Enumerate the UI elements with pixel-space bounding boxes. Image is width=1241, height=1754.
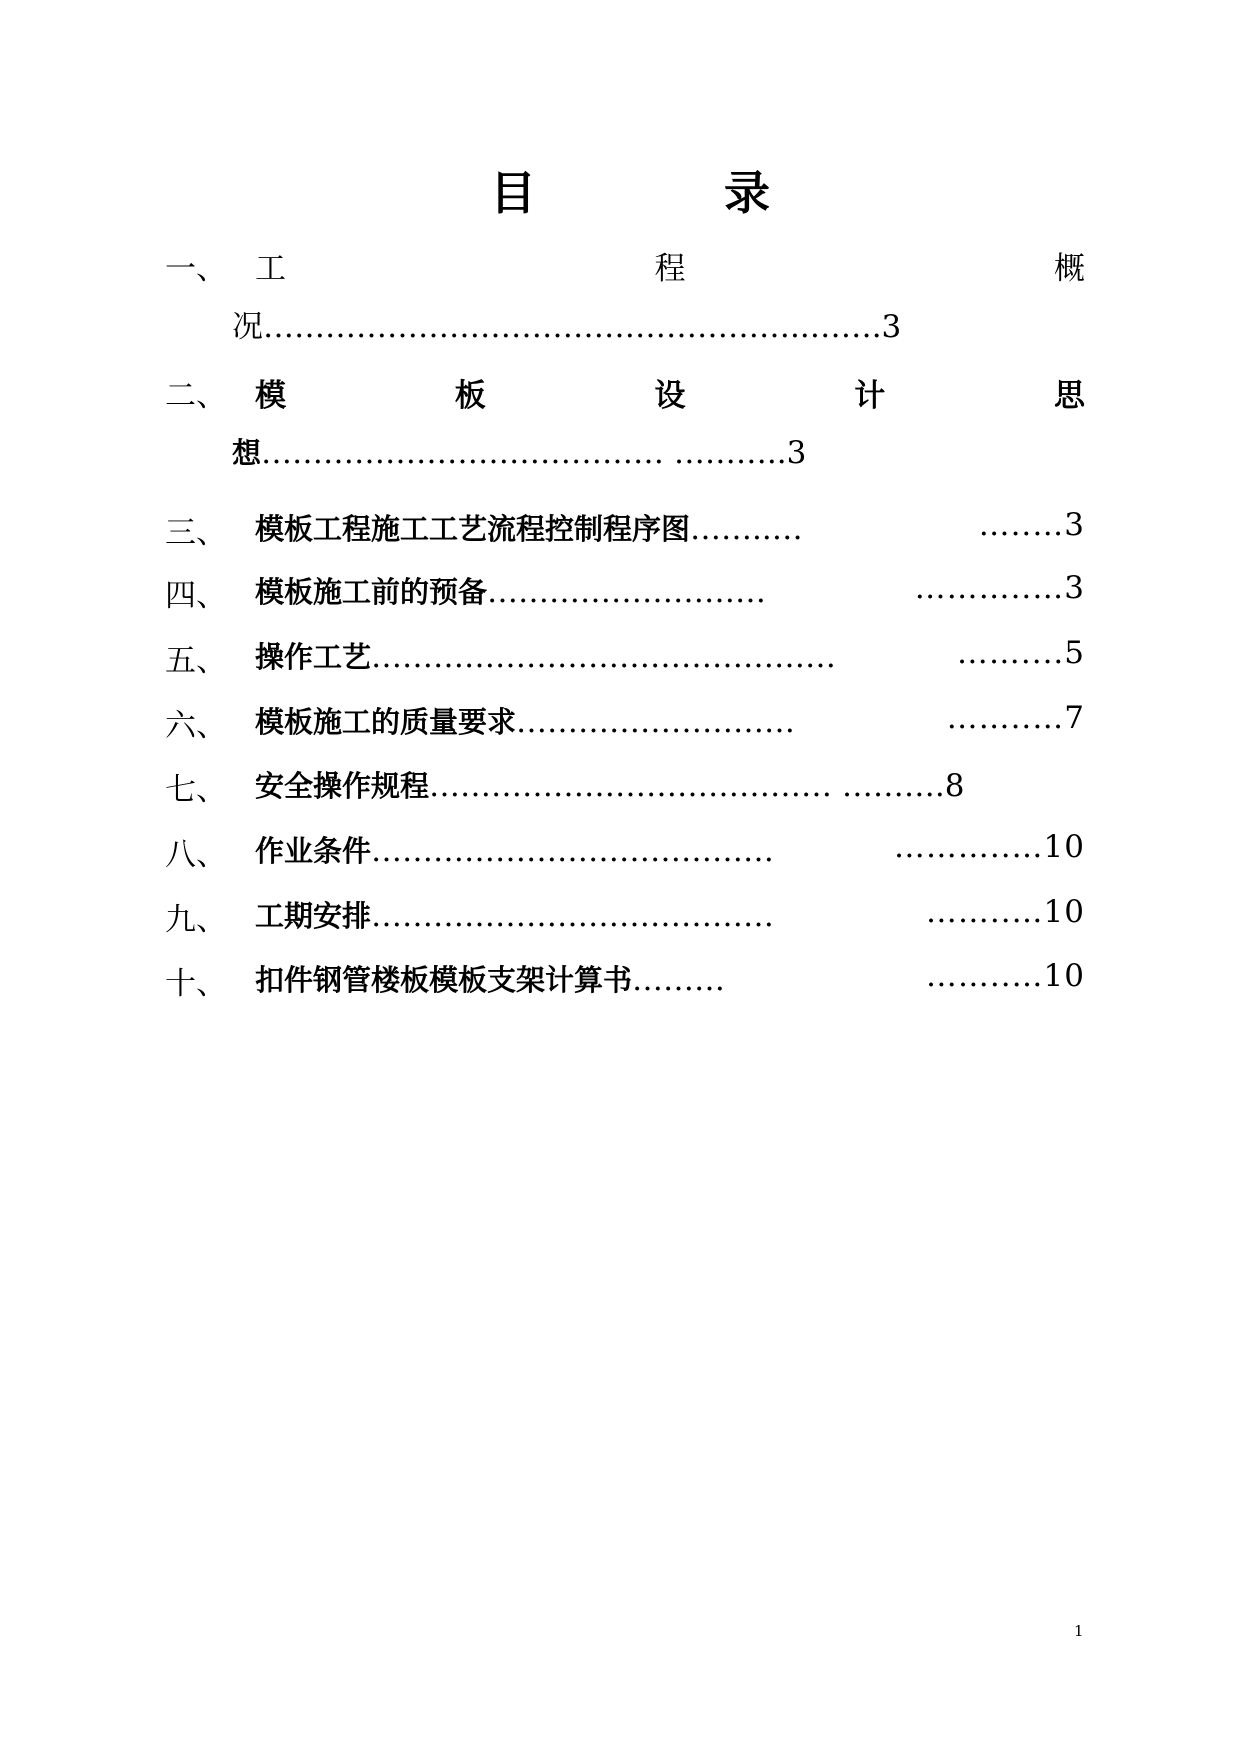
toc-entry-label: 作业条件	[255, 834, 372, 868]
toc-entry-page-dots: …..…3	[978, 507, 1085, 543]
toc-entry-dots: …………………………………	[371, 833, 775, 869]
toc-entry-text-line	[255, 700, 795, 741]
toc-entry-1	[165, 243, 1085, 293]
toc-entry-text-line	[255, 958, 725, 999]
toc-entry-text-line	[255, 570, 766, 611]
toc-entry-7	[165, 764, 1085, 814]
toc-entry-number: 九、	[165, 902, 227, 938]
toc-entry-dots: ………………………………………	[371, 639, 837, 675]
toc-entry-label: 模板施工前的预备	[255, 575, 488, 609]
toc-entry-char: 计	[854, 378, 886, 414]
toc-entry-6	[165, 700, 1085, 750]
toc-entry-text-line	[255, 894, 774, 935]
toc-entry-page-dots: ……..…10	[925, 894, 1085, 930]
toc-entry-page-dots: ………..…10	[893, 829, 1085, 865]
toc-entry-number: 三、	[165, 515, 227, 551]
toc-entry-dots: …………………………………	[371, 898, 775, 934]
toc-entry-number: 五、	[165, 643, 227, 679]
toc-entry-label: 扣件钢管楼板模板支架计算书	[255, 963, 633, 997]
toc-entry-text-line	[255, 764, 964, 805]
toc-entry-char: 想	[232, 436, 262, 470]
toc-entry-text-line	[255, 829, 774, 870]
toc-entry-dots: ……………………………………………..…….3	[263, 309, 902, 345]
toc-entry-dots: ………………………………… ……….8	[429, 768, 965, 804]
toc-entry-page-dots: ……....5	[956, 635, 1085, 671]
toc-entry-label: 操作工艺	[255, 640, 372, 674]
toc-entry-char: 思	[1054, 378, 1085, 414]
toc-entry-number: 四、	[165, 578, 227, 614]
toc-entry-char: 设	[654, 378, 686, 414]
toc-entry-number: 六、	[165, 708, 227, 744]
toc-entry-label: 安全操作规程	[255, 769, 430, 803]
toc-entry-1-continuation	[232, 301, 1032, 351]
toc-entry-dots: ………	[632, 962, 726, 998]
toc-entry-2	[165, 370, 1085, 420]
toc-entry-dots: ……..…	[690, 511, 803, 547]
toc-entry-10	[165, 958, 1085, 1008]
toc-entry-dots: ………………………………… ………..3	[261, 435, 807, 471]
page-number: 1	[1074, 1622, 1084, 1640]
toc-entry-page-dots: ……..…10	[925, 958, 1085, 994]
toc-entry-4	[165, 570, 1085, 620]
toc-entry-char: 概	[1054, 251, 1085, 287]
toc-entry-number: 七、	[165, 772, 227, 808]
toc-entry-char: 板	[454, 378, 486, 414]
toc-entry-text-line	[255, 635, 836, 676]
title-char-1: 目	[490, 166, 536, 220]
toc-entry-char: 况	[232, 309, 263, 345]
toc-entry-page-dots: ………..…3	[914, 570, 1085, 606]
toc-entry-number: 一、	[165, 251, 227, 287]
toc-entry-justified-text	[255, 370, 1085, 415]
toc-entry-9	[165, 894, 1085, 944]
toc-entry-dots: ………………………	[487, 574, 767, 610]
page-title	[490, 160, 770, 220]
toc-entry-number: 二、	[165, 378, 227, 414]
toc-entry-5	[165, 635, 1085, 685]
toc-entry-number: 八、	[165, 837, 227, 873]
toc-entry-page-dots: ……..…7	[946, 700, 1085, 736]
toc-entry-label: 模板工程施工工艺流程控制程序图	[255, 512, 691, 546]
toc-entry-8	[165, 829, 1085, 879]
toc-entry-3	[165, 507, 1085, 557]
toc-entry-char: 工	[255, 251, 286, 287]
title-char-2: 录	[724, 166, 770, 220]
toc-entry-dots: ………………………	[516, 704, 796, 740]
toc-entry-2-continuation	[232, 431, 1032, 481]
toc-entry-char: 程	[654, 251, 686, 287]
toc-entry-number: 十、	[165, 966, 227, 1002]
toc-entry-char: 模	[255, 378, 286, 414]
toc-entry-label: 工期安排	[255, 899, 372, 933]
toc-entry-text-line	[255, 507, 803, 548]
toc-entry-label: 模板施工的质量要求	[255, 705, 517, 739]
toc-entry-justified-text	[255, 243, 1085, 288]
